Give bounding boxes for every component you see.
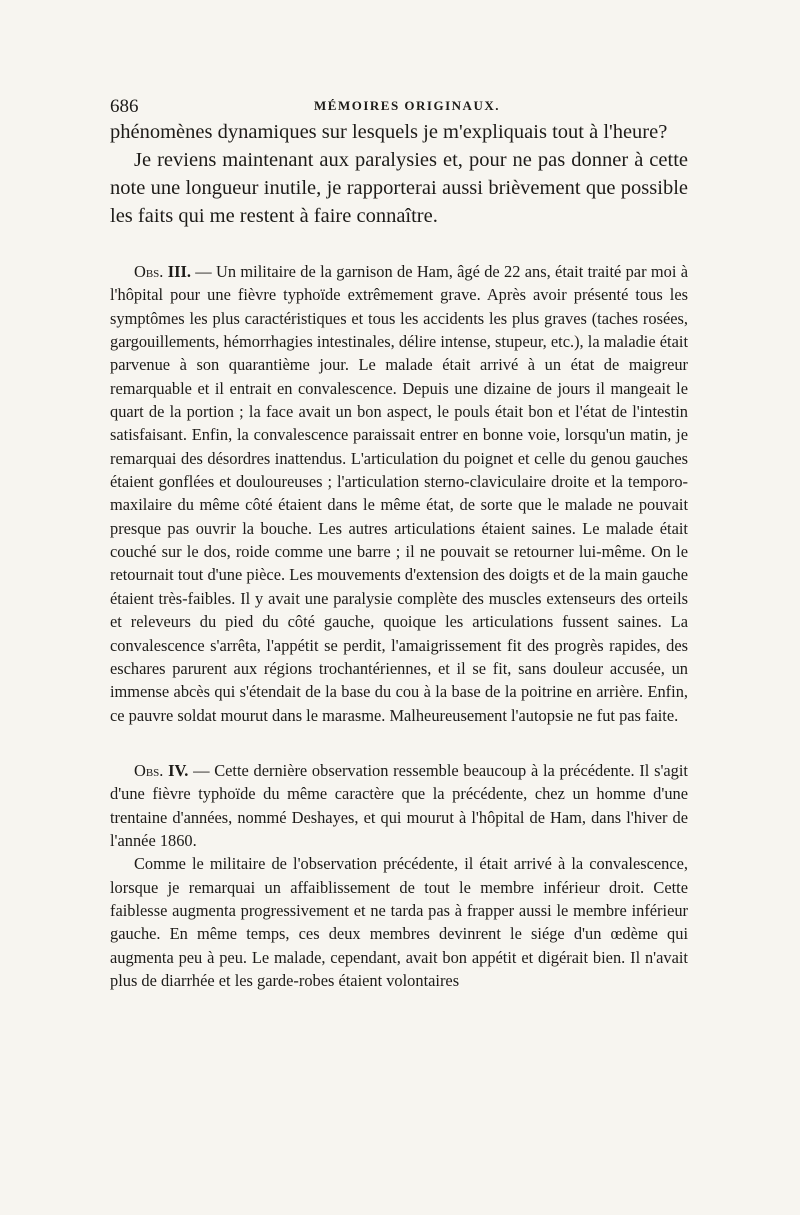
- running-title: MÉMOIRES ORIGINAUX.: [314, 98, 500, 113]
- intro-paragraph-continuation: phénomènes dynamiques sur lesquels je m'expliquais tout à l'heure?: [110, 121, 668, 143]
- page: [110, 96, 688, 992]
- observation-3: [110, 260, 688, 727]
- observation-3-text: — Un militaire de la garnison de Ham, âgé de 22 ans, était traité par moi à l'hôpital pour une fièvre typhoïde extrêmement grave. Après avoir présenté tous les symptômes les plus caractéristiques et tous les accidents les plus graves (taches rosées, gargouillements, hémorrhagies intestinales, délire intense, stupeur, etc.), la maladie était parvenue à son quarantième jour. Le malade était arrivé à un état de maigreur remarquable et il entrait en convalescence. Depuis une dizaine de jours il mangeait le quart de la portion ; la face avait un bon aspect, le pouls était bon et l'état de l'intestin satisfaisant. Enfin, la convalescence paraissait entrer en bonne voie, lorsqu'un matin, je remarquai des désordres inattendus. L'articulation du poignet et celle du genou gauches étaient gonflées et douloureuses ; l'articulation sterno-claviculaire droite et la temporo-maxilaire du même côté étaient dans le même état, de sorte que le malade ne pouvait presque pas ouvrir la bouche. Les autres articulations étaient saines. Le malade était couché sur le dos, roide comme une barre ; il ne pouvait se retourner lui-même. On le retournait tout d'une pièce. Les mouvements d'extension des doigts et de la main gauche étaient très-faibles. Il y avait une paralysie complète des muscles extenseurs des orteils et releveurs du pied du côté gauche, quoique les articulations fussent saines. La convalescence s'arrêta, l'appétit se perdit, l'amaigrissement fit des progrès rapides, des eschares parurent aux régions trochantériennes, et il se fit, sans douleur accusée, un immense abcès qui s'étendait de la base du cou à la base de la poitrine en arrière. Enfin, ce pauvre soldat mourut dans le marasme. Malheureusement l'autopsie ne fut pas faite.: [110, 262, 688, 725]
- running-head: [110, 96, 688, 118]
- intro-section: [110, 118, 688, 230]
- page-number: 686: [110, 96, 139, 117]
- observation-4: [110, 759, 688, 992]
- observation-4-paragraph: [110, 759, 688, 852]
- intro-paragraph: Je reviens maintenant aux paralysies et, pour ne pas donner à cette note une longueur inutile, je rapporterai aussi brièvement que possible les faits qui me restent à faire connaître.: [110, 149, 688, 227]
- observation-label: Obs.: [134, 262, 164, 281]
- observation-4-text: — Cette dernière observation ressemble beaucoup à la précédente. Il s'agit d'une fièvre typhoïde du même caractère que la précédente, chez un homme d'une trentaine d'années, nommé Deshayes, et qui mourut à l'hôpital de Ham, dans l'hiver de l'année 1860.: [110, 760, 688, 850]
- observation-label: Obs.: [134, 760, 164, 780]
- observation-number: III.: [167, 262, 191, 281]
- observation-4-paragraph-2: Comme le militaire de l'observation précédente, il était arrivé à la convalescence, lorsque je remarquai un affaiblissement de tout le membre inférieur droit. Cette faiblesse augmenta progressivement et ne tarda pas à frapper aussi le membre inférieur gauche. En même temps, ces deux membres devinrent le siége d'un œdème qui augmenta peu à peu. Le malade, cependant, avait bon appétit et digérait bien. Il n'avait plus de diarrhée et les garde-robes étaient volontaires: [110, 854, 688, 990]
- observation-3-paragraph: [110, 260, 688, 727]
- observation-number: IV.: [168, 760, 189, 780]
